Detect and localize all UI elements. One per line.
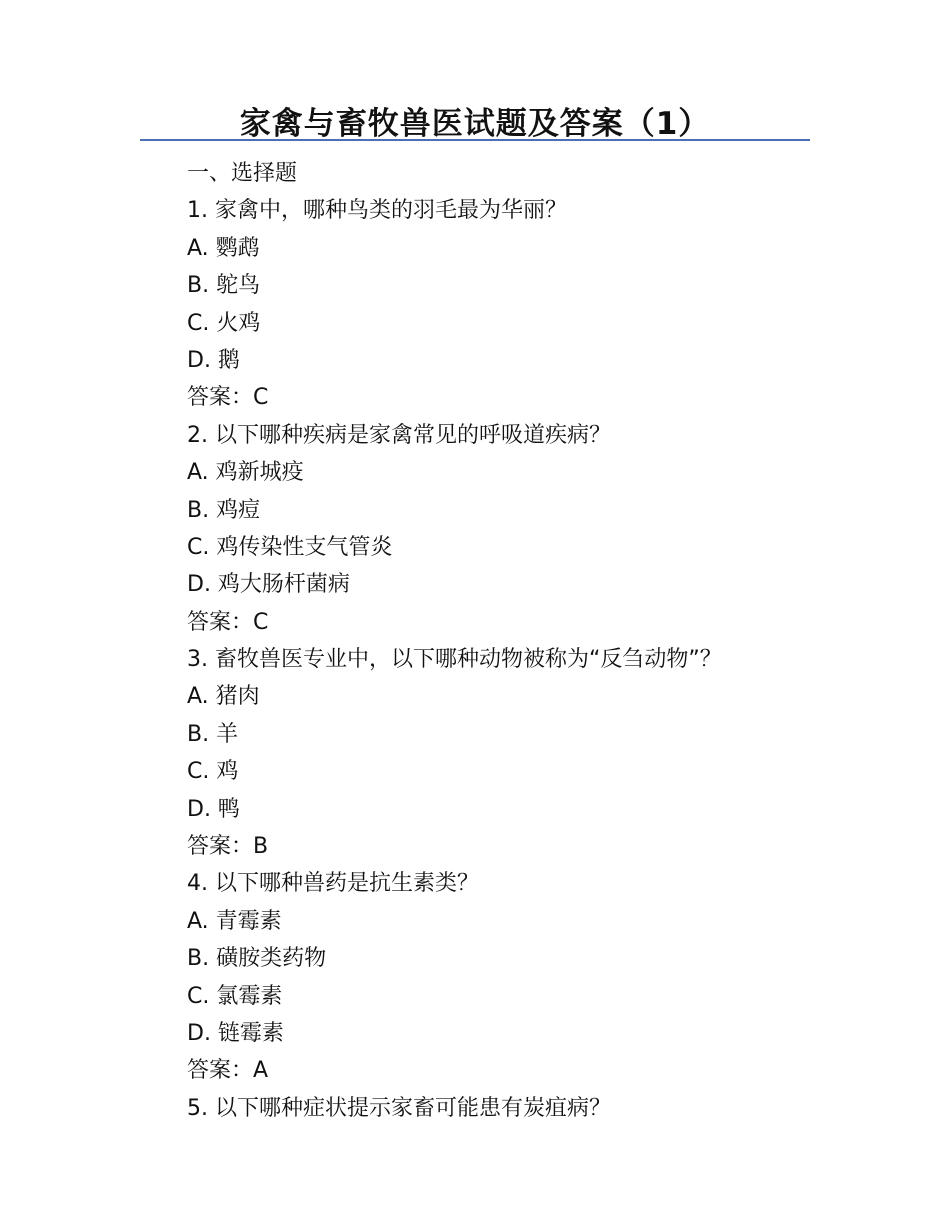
option-a: A. 青霉素 [187, 908, 282, 934]
section-heading: 一、选择题 [187, 161, 298, 186]
option-b: B. 鸡痘 [187, 497, 261, 523]
option-b: B. 磺胺类药物 [187, 946, 327, 972]
option-a: A. 鸡新城疫 [187, 460, 304, 486]
question-text: 4. 以下哪种兽药是抗生素类？ [187, 871, 479, 897]
question-text: 1. 家禽中，哪种鸟类的羽毛最为华丽？ [187, 198, 567, 224]
question-text: 2. 以下哪种疾病是家禽常见的呼吸道疾病？ [187, 422, 611, 448]
option-c: C. 鸡 [187, 759, 239, 785]
document-body [187, 155, 827, 1127]
answer-text: 答案：A [187, 1058, 269, 1084]
option-d: D. 鸡大肠杆菌病 [187, 572, 350, 598]
document-title: 家禽与畜牧兽医试题及答案（1） [239, 106, 711, 142]
option-d: D. 鸭 [187, 796, 240, 822]
option-d: D. 鹅 [187, 347, 240, 373]
option-c: C. 火鸡 [187, 310, 261, 336]
question-text: 3. 畜牧兽医专业中，以下哪种动物被称为“反刍动物”？ [187, 647, 722, 673]
answer-text: 答案：C [187, 385, 269, 411]
question-text: 5. 以下哪种症状提示家畜可能患有炭疽病？ [187, 1095, 611, 1121]
option-c: C. 氯霉素 [187, 983, 283, 1009]
option-b: B. 羊 [187, 721, 239, 747]
option-a: A. 猪肉 [187, 684, 260, 710]
answer-text: 答案：C [187, 609, 269, 635]
option-a: A. 鹦鹉 [187, 235, 260, 261]
answer-text: 答案：B [187, 834, 269, 860]
title-underline [140, 139, 810, 141]
option-b: B. 鸵鸟 [187, 273, 261, 299]
option-d: D. 链霉素 [187, 1020, 284, 1046]
option-c: C. 鸡传染性支气管炎 [187, 534, 393, 560]
